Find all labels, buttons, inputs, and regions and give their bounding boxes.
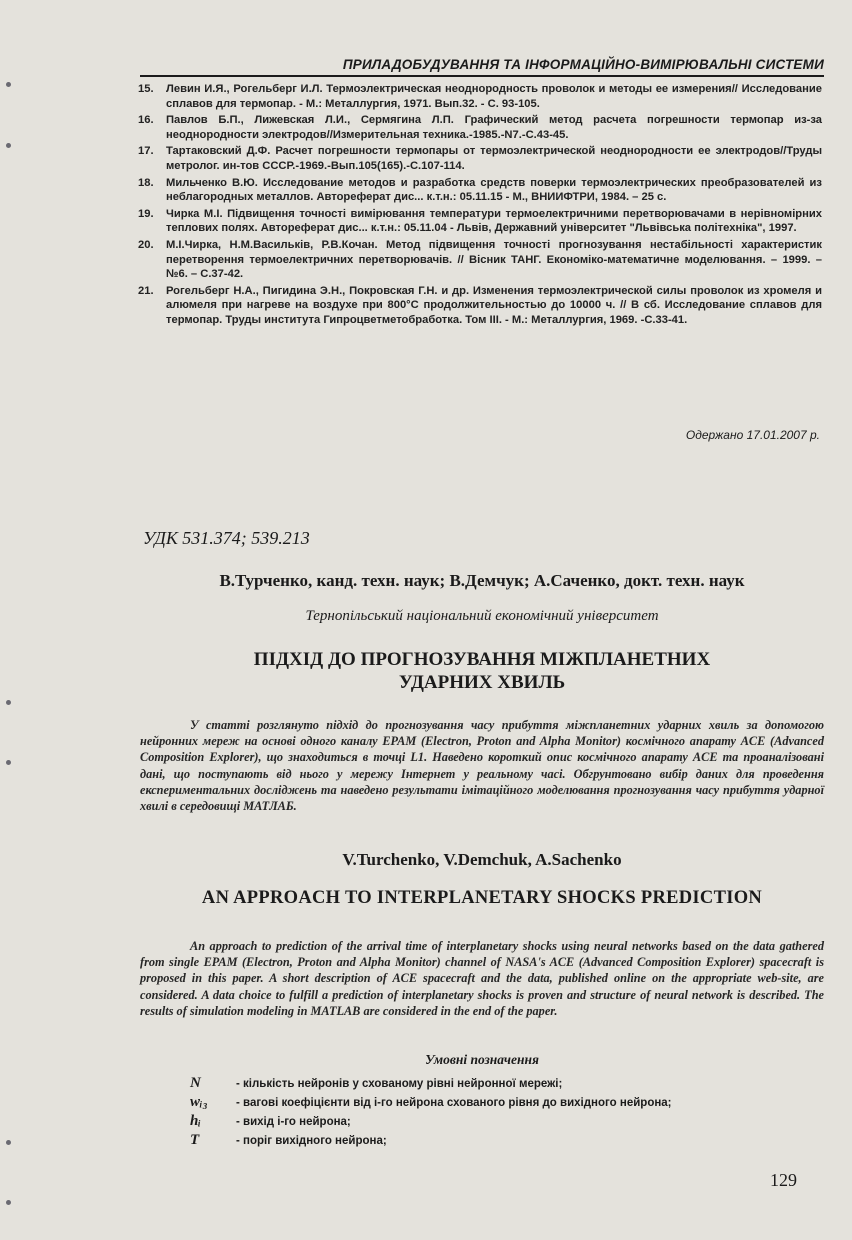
title-ukrainian bbox=[140, 648, 824, 694]
page-number: 129 bbox=[770, 1170, 797, 1190]
reference-item: 16. Павлов Б.П., Лижевская Л.И., Сермягина Л.П. Графический метод расчета погрешности термопар из-за неоднородности электродов//Измерительная техника.-1985.-N7.-С.43-45. bbox=[138, 114, 822, 141]
notation-item: N - кількість нейронів у схованому рівні нейронної мережі; bbox=[190, 1075, 563, 1091]
affiliation: Тернопільський національний економічний університет bbox=[305, 608, 659, 624]
scan-dot bbox=[6, 700, 11, 705]
scan-dot bbox=[6, 82, 11, 87]
references-list bbox=[138, 82, 822, 330]
notation-list bbox=[190, 1074, 820, 1150]
scan-dot bbox=[6, 760, 11, 765]
notation-item: wᵢ₃ - вагові коефіцієнти від i-го нейрона схованого рівня до вихідного нейрона; bbox=[190, 1094, 672, 1110]
title-english: AN APPROACH TO INTERPLANETARY SHOCKS PREDICTION bbox=[201, 888, 763, 908]
header-rule bbox=[140, 75, 824, 77]
scan-dot bbox=[6, 1200, 11, 1205]
reference-item: 15. Левин И.Я., Рогельберг И.Л. Термоэлектрическая неоднородность проволок и методы ее измерения// Исследование сплавов для термопар. - М.: Металлургия, 1971. Вып.32. - С. 93-105. bbox=[138, 83, 822, 110]
notation-item: T - поріг вихідного нейрона; bbox=[190, 1132, 387, 1148]
notation-heading: Умовні позначення bbox=[425, 1052, 539, 1067]
scan-dot bbox=[6, 143, 11, 148]
reference-item: 17. Тартаковский Д.Ф. Расчет погрешности термопары от термоэлектрической неоднородности ее электродов//Труды метролог. ин-тов СССР.-1969.-Вып.105(165).-С.107-114. bbox=[138, 145, 822, 172]
abstract-english: An approach to prediction of the arrival time of interplanetary shocks using neural networks based on the data gathered from single EPAM (Electron, Proton and Alpha Monitor) channel of NASA's ACE (Advanced Composition Explorer) spacecraft is proposed in this paper. A short description of ACE spacecraft and the data, published online on the appropriate web-site, are considered. A data choice to fulfill a prediction of interplanetary shocks is proven and structure of neural network is described. The results of simulation modeling in MATLAB are considered in the end of the paper. bbox=[140, 939, 824, 1018]
reference-item: 21. Рогельберг Н.А., Пигидина Э.Н., Покровская Г.Н. и др. Изменения термоэлектрической силы проволок из хромеля и алюмеля при нагреве на воздухе при 800°С продолжительностью до 10000 ч. // В сб. Исследование сплавов для термопар. Труды института Гипроцветметобработка. Том III. - М.: Металлургия, 1969. -С.33-41. bbox=[138, 284, 822, 326]
authors-english: V.Turchenko, V.Demchuk, A.Sachenko bbox=[342, 850, 622, 869]
abstract-ukrainian: У статті розглянуто підхід до прогнозування часу прибуття міжпланетних ударних хвиль за допомогою нейронних мереж на основі одного каналу EPAM (Electron, Proton and Alpha Monitor) космічного апарату ACE (Advanced Composition Explorer), що знаходиться в точці L1. Наведено короткий опис космічного апарату ACE та проаналізовані дані, що поступають від нього у мережу Інтернет у реальному часі. Обгрунтовано вибір даних для проведення експериментальних досліджень та наведено результати імітаційного моделювання прогнозування часу прибуття ударної хвилі в середовищі MATЛAБ. bbox=[140, 718, 824, 814]
title-ukrainian-line: ПІДХІД ДО ПРОГНОЗУВАННЯ МІЖПЛАНЕТНИХ bbox=[253, 649, 711, 670]
authors-ukrainian: В.Турченко, канд. техн. наук; В.Демчук; А.Саченко, докт. техн. наук bbox=[219, 571, 745, 590]
reference-item: 19. Чирка М.І. Підвищення точності вимірювання температури термоелектричними перетворювачами в нерівномірних теплових полях. Автореферат дис... к.т.н.: 05.11.04 - Львів, Державний університет "Львівська політехніка", 1997. bbox=[138, 207, 822, 235]
reference-item: 18. Мильченко В.Ю. Исследование методов и разработка средств поверки термоэлектрических преобразователей из неблагородных металлов. Автореферат дис... к.т.н.: 05.11.15 - М., ВНИИФТРИ, 1984. – 25 с. bbox=[138, 176, 822, 204]
received-date: Одержано 17.01.2007 р. bbox=[685, 428, 820, 442]
title-ukrainian-line: УДАРНИХ ХВИЛЬ bbox=[398, 672, 566, 693]
reference-item: 20. М.І.Чирка, Н.М.Васильків, Р.В.Кочан. Метод підвищення точності прогнозування нестабільності характеристик перетворення термоелектричних перетворювачів. // Вісник ТАНГ. Економіко-математичне моделювання. – 1999. – №6. – С.37-42. bbox=[138, 238, 822, 281]
running-header: ПРИЛАДОБУДУВАННЯ ТА ІНФОРМАЦІЙНО-ВИМІРЮВАЛЬНІ СИСТЕМИ bbox=[342, 57, 824, 72]
udk-code: УДК 531.374; 539.213 bbox=[143, 528, 310, 548]
scan-dot bbox=[6, 1140, 11, 1145]
notation-item: hᵢ - вихід i-го нейрона; bbox=[190, 1113, 351, 1129]
